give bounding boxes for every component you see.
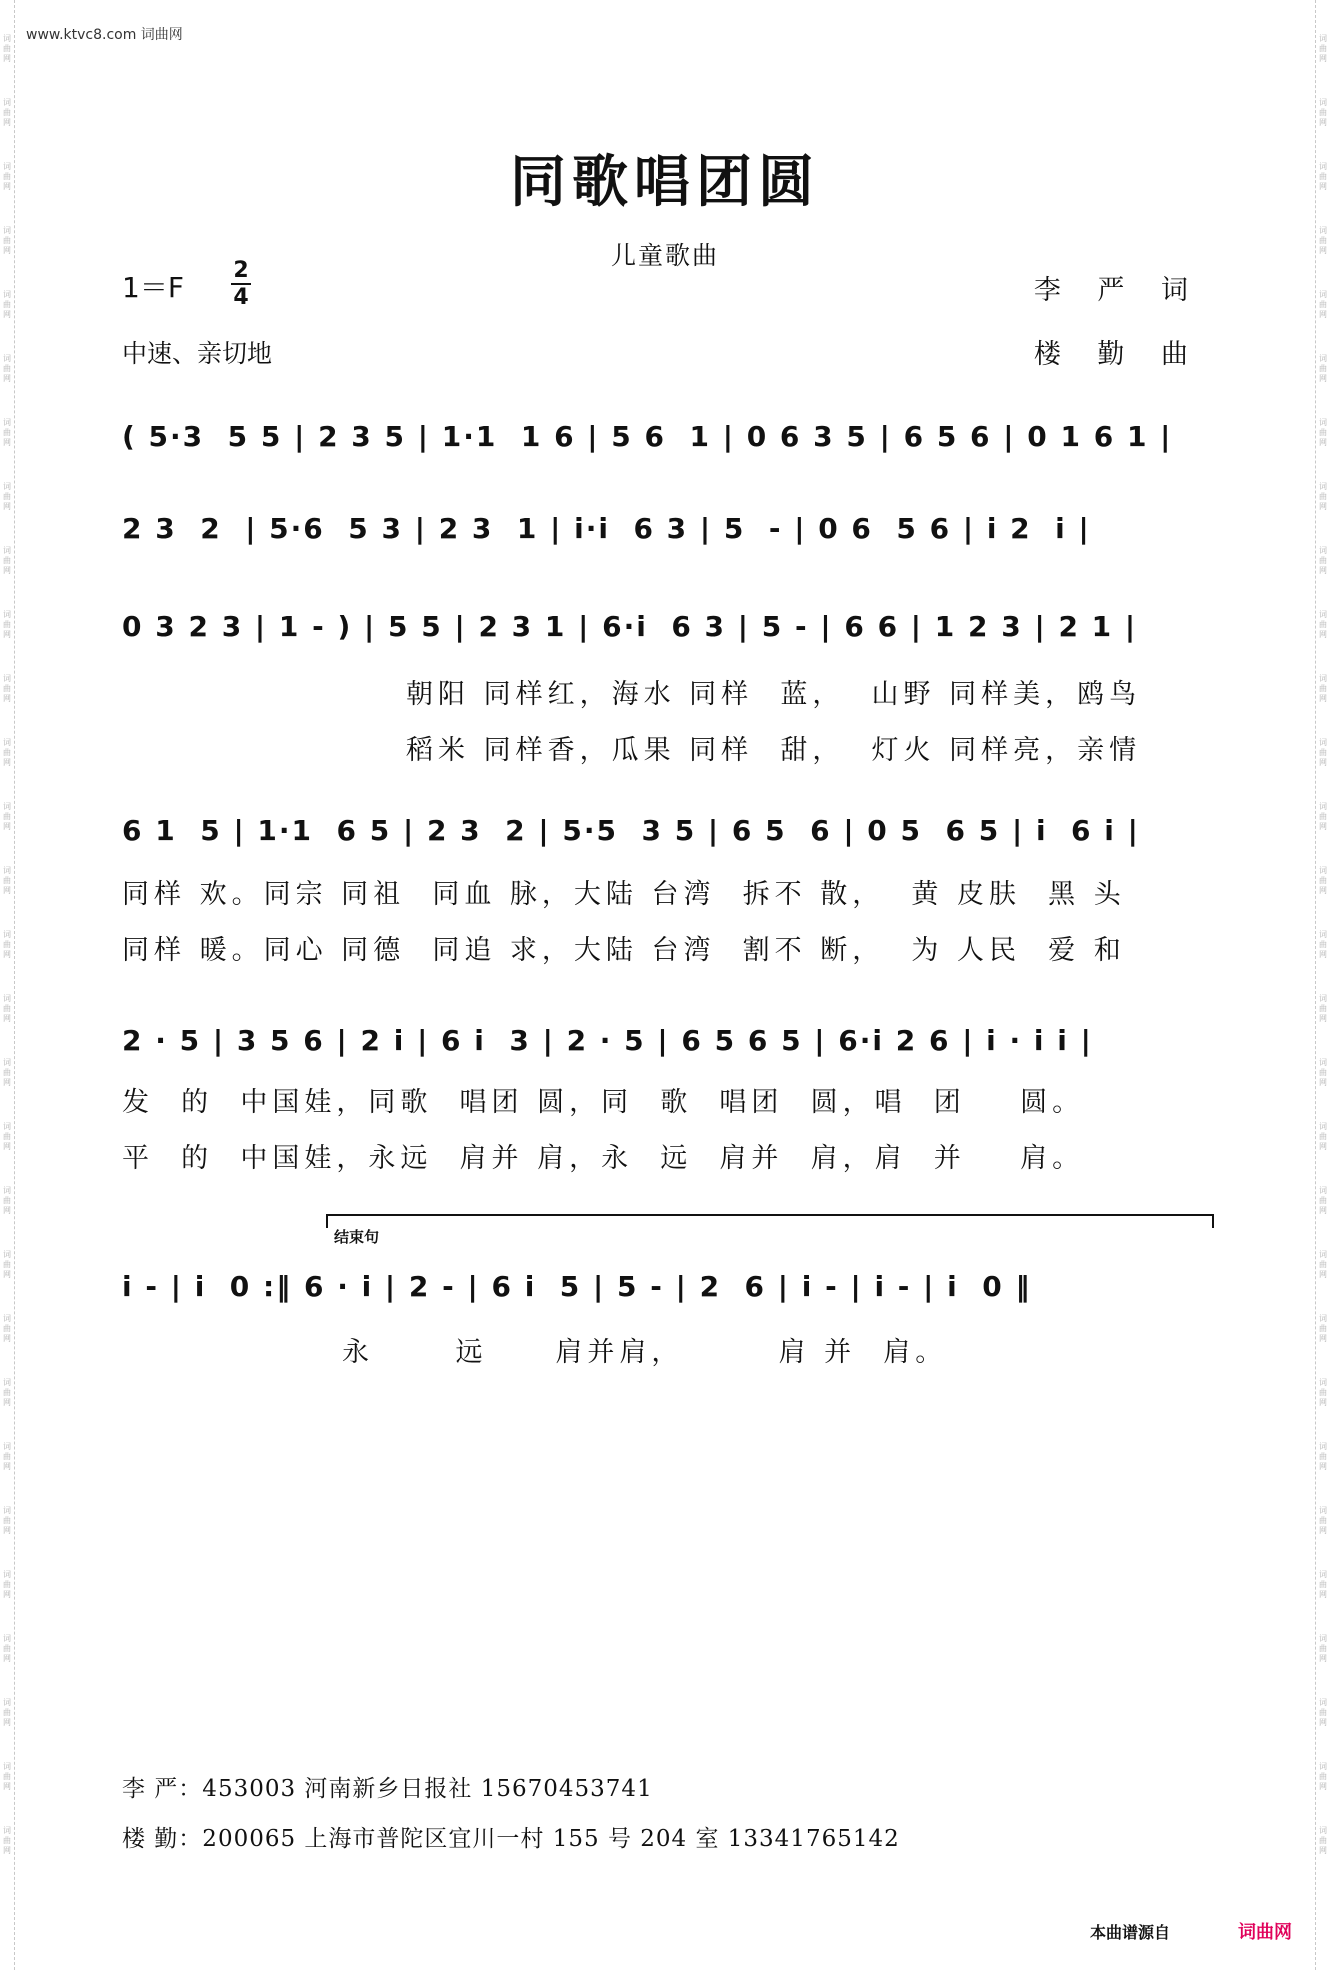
watermark-text: 词曲网 [3, 1186, 11, 1215]
watermark-text: 词曲网 [3, 546, 11, 575]
score-line-1 [122, 420, 1204, 482]
watermark-text: 词曲网 [1319, 1378, 1327, 1407]
watermark-text: 词曲网 [1319, 610, 1327, 639]
lyric-verse2-line5: 平 的 中国娃，永远 肩并 肩，永 远 肩并 肩，肩 并 肩。 [122, 1143, 1085, 1174]
notation-text: 6 1 5 | 1·1 6 5 | 2 3 2 | 5·5 3 5 | 6 5 6 | 0 5 6 5 | i 6 i | [122, 814, 1140, 847]
watermark-text: 词曲网 [1319, 226, 1327, 255]
watermark-text: 词曲网 [1319, 162, 1327, 191]
site-url[interactable]: www.ktvc8.com 词曲网 [26, 27, 183, 43]
watermark-text: 词曲网 [1319, 1442, 1327, 1471]
watermark-text: 词曲网 [3, 354, 11, 383]
watermark-text: 词曲网 [1319, 482, 1327, 511]
watermark-text: 词曲网 [1319, 738, 1327, 767]
lyric-verse1-line3: 朝阳 同样红，海水 同样 蓝， 山野 同样美，鸥鸟 [406, 679, 1142, 710]
time-signature-bottom: 4 [233, 285, 249, 310]
watermark-text: 词曲网 [3, 162, 11, 191]
watermark-text: 词曲网 [3, 1698, 11, 1727]
watermark-text: 词曲网 [3, 930, 11, 959]
watermark-text: 词曲网 [3, 1314, 11, 1343]
contact-composer: 楼 勤：200065 上海市普陀区宜川一村 155 号 204 室 13341765142 [122, 1826, 900, 1852]
song-genre: 儿童歌曲 [610, 241, 719, 270]
watermark-text: 词曲网 [3, 994, 11, 1023]
lyric-verse1-line5: 发 的 中国娃，同歌 唱团 圆，同 歌 唱团 圆，唱 团 圆。 [122, 1087, 1085, 1118]
watermark-text: 词曲网 [1319, 802, 1327, 831]
watermark-text: 词曲网 [3, 98, 11, 127]
notation-text: 2 3 2 | 5·6 5 3 | 2 3 1 | i·i 6 3 | 5 - | 0 6 5 6 | i 2 i | [122, 512, 1091, 545]
watermark-text: 词曲网 [1319, 290, 1327, 319]
watermark-text: 词曲网 [3, 1250, 11, 1279]
watermark-text: 词曲网 [1319, 354, 1327, 383]
watermark-text: 词曲网 [1319, 1826, 1327, 1855]
watermark-text: 词曲网 [3, 290, 11, 319]
coda-label: 结束句 [334, 1228, 380, 1246]
watermark-text: 词曲网 [3, 802, 11, 831]
watermark-text: 词曲网 [3, 1826, 11, 1855]
lyric-verse2-line4: 同样 暖。同心 同德 同追 求，大陆 台湾 割不 断， 为 人民 爱 和 [122, 935, 1126, 966]
watermark-text: 词曲网 [3, 1762, 11, 1791]
watermark-text: 词曲网 [1319, 674, 1327, 703]
watermark-text: 词曲网 [1319, 1634, 1327, 1663]
watermark-text: 词曲网 [1319, 1250, 1327, 1279]
key-signature: 1＝F [122, 271, 184, 304]
tempo-marking: 中速、亲切地 [122, 339, 273, 368]
song-title: 同歌唱团圆 [510, 149, 820, 215]
watermark-text: 词曲网 [3, 418, 11, 447]
composer-credit: 楼 勤 曲 [1033, 339, 1202, 370]
source-logo[interactable]: 词曲网 [1238, 1922, 1292, 1943]
watermark-text: 词曲网 [3, 866, 11, 895]
notation-text: ( 5·3 5 5 | 2 3 5 | 1·1 1 6 | 5 6 1 | 0 6 3 5 | 6 5 6 | 0 1 6 1 | [122, 420, 1173, 453]
lyric-coda-line: 永 远 肩并肩， 肩 并 肩。 [342, 1337, 948, 1368]
watermark-text: 词曲网 [3, 1122, 11, 1151]
watermark-text: 词曲网 [1319, 1314, 1327, 1343]
watermark-text: 词曲网 [3, 1634, 11, 1663]
score-line-6 [122, 1270, 1204, 1332]
watermark-text: 词曲网 [3, 226, 11, 255]
watermark-text: 词曲网 [1319, 1570, 1327, 1599]
watermark-text: 词曲网 [3, 1378, 11, 1407]
watermark-text: 词曲网 [3, 610, 11, 639]
time-signature [228, 258, 254, 310]
watermark-text: 词曲网 [1319, 98, 1327, 127]
watermark-text: 词曲网 [3, 1570, 11, 1599]
watermark-text: 词曲网 [1319, 1186, 1327, 1215]
lyric-verse2-line3: 稻米 同样香，瓜果 同样 甜， 灯火 同样亮，亲情 [406, 735, 1142, 766]
watermark-text: 词曲网 [1319, 1698, 1327, 1727]
contact-lyricist: 李 严：453003 河南新乡日报社 15670453741 [122, 1776, 653, 1802]
watermark-text: 词曲网 [1319, 866, 1327, 895]
watermark-text: 词曲网 [1319, 546, 1327, 575]
notation-text: 2 · 5 | 3 5 6 | 2 i | 6 i 3 | 2 · 5 | 6 5 6 5 | 6·i 2 6 | i · i i | [122, 1024, 1093, 1057]
time-signature-top: 2 [233, 258, 249, 283]
watermark-text: 词曲网 [3, 1506, 11, 1535]
notation-text: i - | i 0 :‖ 6 · i | 2 - | 6 i 5 | 5 - | 2 6 | i - | i - | i 0 ‖ [122, 1270, 1032, 1303]
watermark-text: 词曲网 [1319, 1506, 1327, 1535]
left-watermark-strip [0, 0, 15, 1970]
right-watermark-strip [1315, 0, 1330, 1970]
watermark-text: 词曲网 [1319, 994, 1327, 1023]
coda-bracket [326, 1214, 1214, 1228]
score-line-4 [122, 814, 1204, 876]
watermark-text: 词曲网 [3, 674, 11, 703]
watermark-text: 词曲网 [1319, 418, 1327, 447]
watermark-text: 词曲网 [3, 34, 11, 63]
watermark-text: 词曲网 [1319, 930, 1327, 959]
lyricist-credit: 李 严 词 [1033, 275, 1202, 306]
score-line-3 [122, 610, 1204, 672]
score-line-5 [122, 1024, 1204, 1086]
watermark-text: 词曲网 [3, 738, 11, 767]
notation-text: 0 3 2 3 | 1 - ) | 5 5 | 2 3 1 | 6·i 6 3 | 5 - | 6 6 | 1 2 3 | 2 1 | [122, 610, 1138, 643]
watermark-text: 词曲网 [1319, 1122, 1327, 1151]
watermark-text: 词曲网 [3, 1058, 11, 1087]
watermark-text: 词曲网 [3, 482, 11, 511]
watermark-text: 词曲网 [1319, 1762, 1327, 1791]
watermark-text: 词曲网 [1319, 1058, 1327, 1087]
watermark-text: 词曲网 [3, 1442, 11, 1471]
lyric-verse1-line4: 同样 欢。同宗 同祖 同血 脉，大陆 台湾 拆不 散， 黄 皮肤 黑 头 [122, 879, 1126, 910]
source-note: 本曲谱源自 [1090, 1923, 1171, 1942]
watermark-text: 词曲网 [1319, 34, 1327, 63]
score-line-2 [122, 512, 1204, 574]
